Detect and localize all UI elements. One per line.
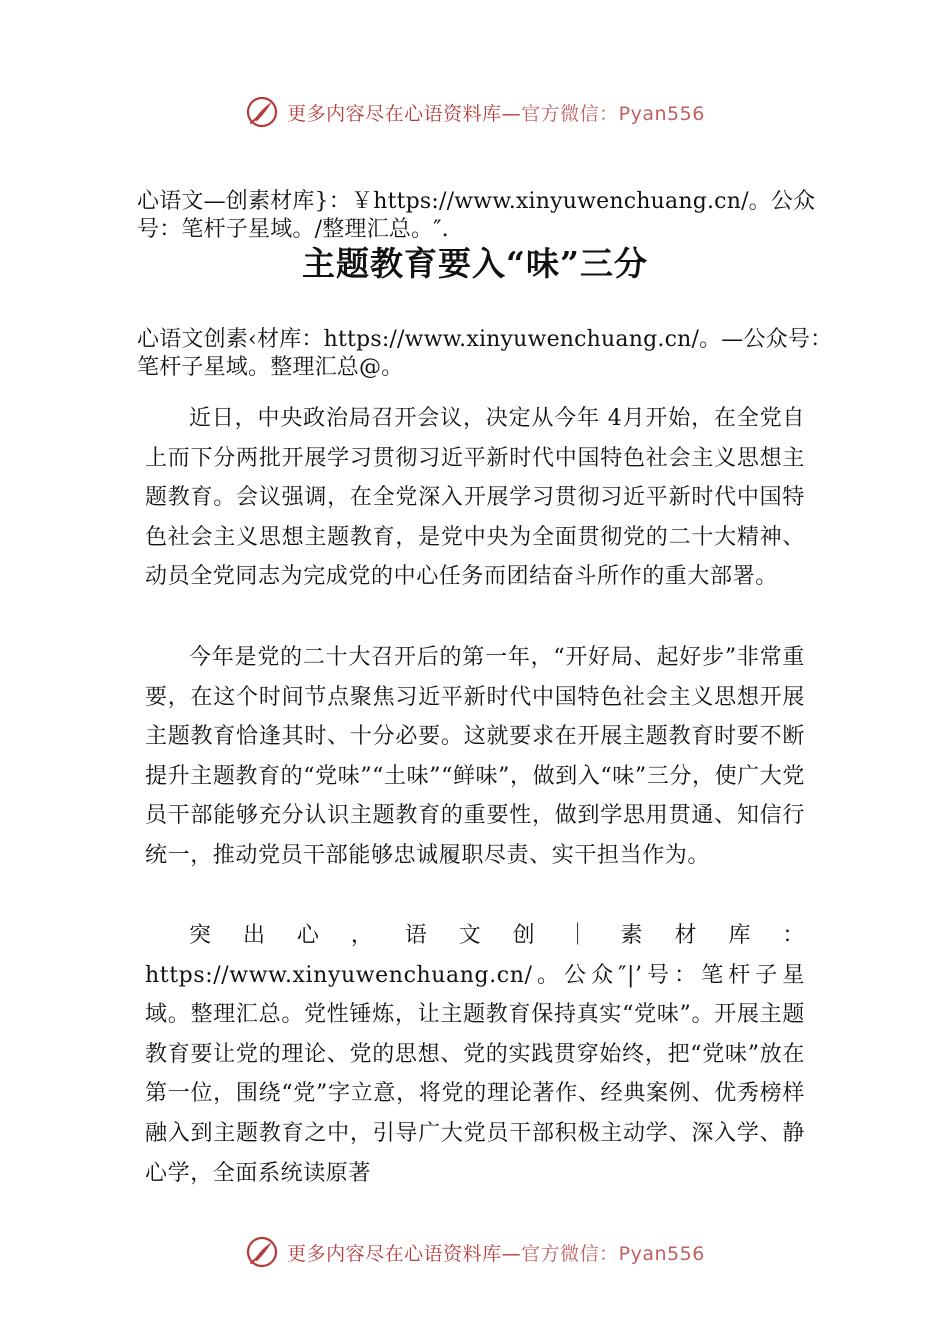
banner-main-text: 更多内容尽在心语资料库	[287, 102, 502, 125]
watermark-text: 心语文创素‹材库：https://www.xinyuwenchuang.cn/。—公众号：笔杆子星域。整理汇总@。	[137, 327, 833, 380]
banner-separator: —	[501, 1242, 522, 1265]
header-banner	[0, 92, 950, 132]
body-paragraph: 突出心，语文创｜素材库：https://www.xinyuwenchuang.cn/。公众″|’号：笔杆子星域。整理汇总。党性锤炼，让主题教育保持真实“党味”。开展主题教育要让党的理论、党的思想、党的实践贯穿始终，把“党味”放在第一位，围绕“党”字立意，将党的理论著作、经典案例、优秀榜样融入到主题教育之中，引导广大党员干部积极主动学、深入学、静心学，全面系统读原著	[145, 923, 805, 1186]
banner-text	[287, 1239, 705, 1266]
watermark-text: 心语文—创素材库}：￥https://www.xinyuwenchuang.cn/。公众号：笔杆子星域。/整理汇总。″.	[137, 189, 816, 242]
banner-main-text: 更多内容尽在心语资料库	[287, 1242, 502, 1265]
document-title: 主题教育要入“味”三分	[302, 244, 648, 283]
banner-wechat: 官方微信：Pyan556	[521, 1242, 705, 1265]
quill-logo-icon	[245, 1235, 279, 1269]
body-paragraph: 今年是党的二十大召开后的第一年，“开好局、起好步”非常重要，在这个时间节点聚焦习近平新时代中国特色社会主义思想开展主题教育恰逢其时、十分必要。这就要求在开展主题教育时要不断提升主题教育的“党味”“土味”“鲜味”，做到入“味”三分，使广大党员干部能够充分认识主题教育的重要性，做到学思用贯通、知信行统一，推动党员干部能够忠诚履职尽责、实干担当作为。	[145, 645, 805, 868]
quill-logo-icon	[245, 95, 279, 129]
footer-banner	[0, 1232, 950, 1272]
banner-text	[287, 99, 705, 126]
banner-separator: —	[501, 102, 522, 125]
body-paragraph: 近日，中央政治局召开会议，决定从今年 4月开始，在全党自上而下分两批开展学习贯彻习近平新时代中国特色社会主义思想主题教育。会议强调，在全党深入开展学习贯彻习近平新时代中国特色社会主义思想主题教育，是党中央为全面贯彻党的二十大精神、动员全党同志为完成党的中心任务而团结奋斗所作的重大部署。	[145, 406, 805, 590]
banner-wechat: 官方微信：Pyan556	[521, 102, 705, 125]
